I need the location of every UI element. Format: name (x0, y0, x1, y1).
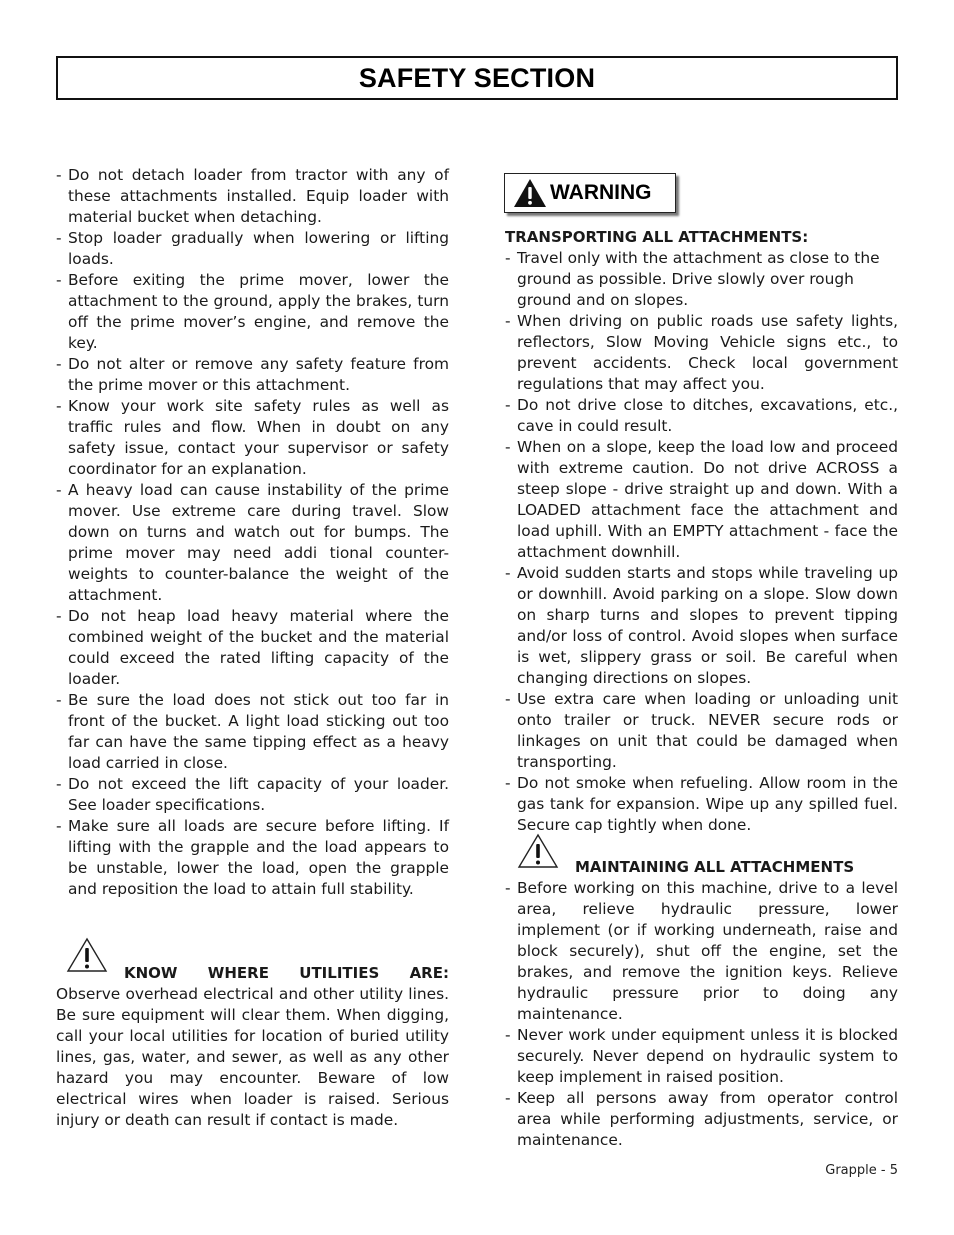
page-title: SAFETY SECTION (358, 62, 596, 93)
list-item: - When on a slope, keep the load low and proceed with extreme caution. Do not drive ACROSS a steep slope - drive straight up and down. With a LOADED attachment face the attachment and load uphill. With an EMPTY attachment - face the attachment downhill. (505, 438, 898, 561)
transport-heading: TRANSPORTING ALL ATTACHMENTS: (505, 228, 809, 246)
list-item: - A heavy load can cause instability of the prime mover. Use extreme care during travel. Slow down on turns and watch out for bumps. The prime mover may need addi tional counter-weights to counter-balance the weight of the attachment. (56, 481, 449, 604)
list-item-text: Avoid sudden starts and stops while traveling up or downhill. Avoid parking on a slope. Slow down on sharp turns and slopes to prevent tipping and/or loss of control. Avoid slopes when surface is wet, slippery grass or soil. Be careful when changing directions on slopes. (517, 564, 898, 687)
list-item-text: Never work under equipment unless it is blocked securely. Never depend on hydraulic system to keep implement in raised position. (517, 1026, 898, 1086)
list-item-text: Do not drive close to ditches, excavations, etc., cave in could result. (517, 396, 898, 435)
list-item: - Make sure all loads are secure before lifting. If lifting with the grapple and the load appears to be unstable, lower the load, open the grapple and reposition the load to attain full stability. (56, 817, 449, 898)
list-item: - Do not exceed the lift capacity of your loader. See loader specifications. (56, 775, 449, 814)
list-item: - Before exiting the prime mover, lower the attachment to the ground, apply the brakes, turn off the prime mover’s engine, and remove the key. (56, 271, 449, 352)
heading-word: WHERE (207, 964, 269, 982)
utilities-body: Observe overhead electrical and other utility lines. Be sure equipment will clear them. When digging, call your local utilities for location of buried utility lines, gas, water, and sewer, as well as any other hazard you may encounter. Beware of low electrical wires when loader is raised. Serious injury or death can result if contact is made. (56, 985, 449, 1129)
heading-word: ARE: (409, 964, 449, 982)
list-item-text: Do not heap load heavy material where the combined weight of the bucket and the material could exceed the rated lifting capacity of the loader. (68, 607, 449, 688)
list-item: - When driving on public roads use safety lights, reflectors, Slow Moving Vehicle signs etc., to prevent accidents. Check local government regulations that may affect you. (505, 312, 898, 393)
list-item-text: Stop loader gradually when lowering or lifting loads. (68, 229, 449, 268)
list-item-text: Before working on this machine, drive to a level area, relieve hydraulic pressure, lower implement (or if working underneath, raise and block securely), shut off the engine, set the brakes, and remove the ignition keys. Relieve hydraulic pressure prior to doing any maintenance. (517, 879, 898, 1023)
list-item-text: Make sure all loads are secure before lifting. If lifting with the grapple and the load appears to be unstable, lower the load, open the grapple and reposition the load to attain full stability. (68, 817, 449, 898)
list-item-text: When driving on public roads use safety lights, reflectors, Slow Moving Vehicle signs etc., to prevent accidents. Check local government regulations that may affect you. (517, 312, 898, 393)
list-item: - Do not detach loader from tractor with any of these attachments installed. Equip loader with material bucket when detaching. (56, 166, 449, 226)
list-item-text: Be sure the load does not stick out too far in front of the bucket. A light load sticking out too far can have the same tipping effect as a heavy load carried in close. (68, 691, 449, 772)
list-item-text: Use extra care when loading or unloading unit onto trailer or truck. NEVER secure rods or linkages on unit that could be damaged when transporting. (517, 690, 898, 771)
list-item: - Stop loader gradually when lowering or lifting loads. (56, 229, 449, 268)
list-item: - Do not heap load heavy material where the combined weight of the bucket and the material could exceed the rated lifting capacity of the loader. (56, 607, 449, 688)
title-box (56, 56, 898, 100)
list-item: - Use extra care when loading or unloading unit onto trailer or truck. NEVER secure rods or linkages on unit that could be damaged when transporting. (505, 690, 898, 771)
list-item-text: Keep all persons away from operator control area while performing adjustments, service, or maintenance. (517, 1089, 898, 1149)
utilities-section (56, 935, 449, 1131)
list-item-text: Do not detach loader from tractor with any of these attachments installed. Equip loader with material bucket when detaching. (68, 166, 449, 226)
list-item-text: Travel only with the attachment as close to the ground as possible. Drive slowly over rough ground and on slopes. (517, 249, 880, 309)
list-item-text: Do not alter or remove any safety feature from the prime mover or this attachment. (68, 355, 449, 394)
heading-word: KNOW (124, 964, 178, 982)
left-column (56, 165, 449, 900)
list-item-text: A heavy load can cause instability of the prime mover. Use extreme care during travel. Slow down on turns and watch out for bumps. The prime mover may need addi tional counter-weights to counter-balance the weight of the attachment. (68, 481, 449, 604)
heading-word: UTILITIES (299, 964, 380, 982)
list-item-text: Know your work site safety rules as well as traffic rules and flow. When in doubt on any safety issue, contact your supervisor or safety coordinator for an explanation. (68, 397, 449, 478)
warning-triangle-icon (513, 178, 547, 208)
list-item: - Before working on this machine, drive to a level area, relieve hydraulic pressure, lower implement (or if working underneath, raise and block securely), shut off the engine, set the brakes, and remove the ignition keys. Relieve hydraulic pressure prior to doing any maintenance. (505, 879, 898, 1023)
list-item-text: When on a slope, keep the load low and proceed with extreme caution. Do not drive ACROSS a steep slope - drive straight up and down. With a LOADED attachment face the attachment and load uphill. With an EMPTY attachment - face the attachment downhill. (517, 438, 898, 561)
list-item: - Do not alter or remove any safety feature from the prime mover or this attachment. (56, 355, 449, 394)
list-item: - Know your work site safety rules as well as traffic rules and flow. When in doubt on any safety issue, contact your supervisor or safety coordinator for an explanation. (56, 397, 449, 478)
list-item: - Travel only with the attachment as close to the ground as possible. Drive slowly over rough ground and on slopes. (505, 248, 898, 311)
list-item-text: Before exiting the prime mover, lower the attachment to the ground, apply the brakes, turn off the prime mover’s engine, and remove the key. (68, 271, 449, 352)
list-item: - Do not drive close to ditches, excavations, etc., cave in could result. (505, 396, 898, 435)
list-item: - Never work under equipment unless it is blocked securely. Never depend on hydraulic system to keep implement in raised position. (505, 1026, 898, 1086)
warning-label: WARNING (550, 181, 652, 204)
right-column (505, 227, 898, 836)
maintain-heading: MAINTAINING ALL ATTACHMENTS (575, 858, 855, 876)
list-item-text: Do not smoke when refueling. Allow room in the gas tank for expansion. Wipe up any spilled fuel. Secure cap tightly when done. (517, 774, 898, 834)
maintaining-section (505, 849, 898, 1151)
list-item: - Keep all persons away from operator control area while performing adjustments, service, or maintenance. (505, 1089, 898, 1149)
list-item: - Be sure the load does not stick out too far in front of the bucket. A light load sticking out too far can have the same tipping effect as a heavy load carried in close. (56, 691, 449, 772)
page-footer: Grapple - 5 (825, 1163, 898, 1178)
list-item: - Avoid sudden starts and stops while traveling up or downhill. Avoid parking on a slope. Slow down on sharp turns and slopes to prevent tipping and/or loss of control. Avoid slopes when surface is wet, slippery grass or soil. Be careful when changing directions on slopes. (505, 564, 898, 687)
list-item-text: Do not exceed the lift capacity of your loader. See loader specifications. (68, 775, 449, 814)
utilities-heading (56, 963, 449, 984)
list-item: - Do not smoke when refueling. Allow room in the gas tank for expansion. Wipe up any spilled fuel. Secure cap tightly when done. (505, 774, 898, 834)
warning-label-box (504, 173, 676, 213)
